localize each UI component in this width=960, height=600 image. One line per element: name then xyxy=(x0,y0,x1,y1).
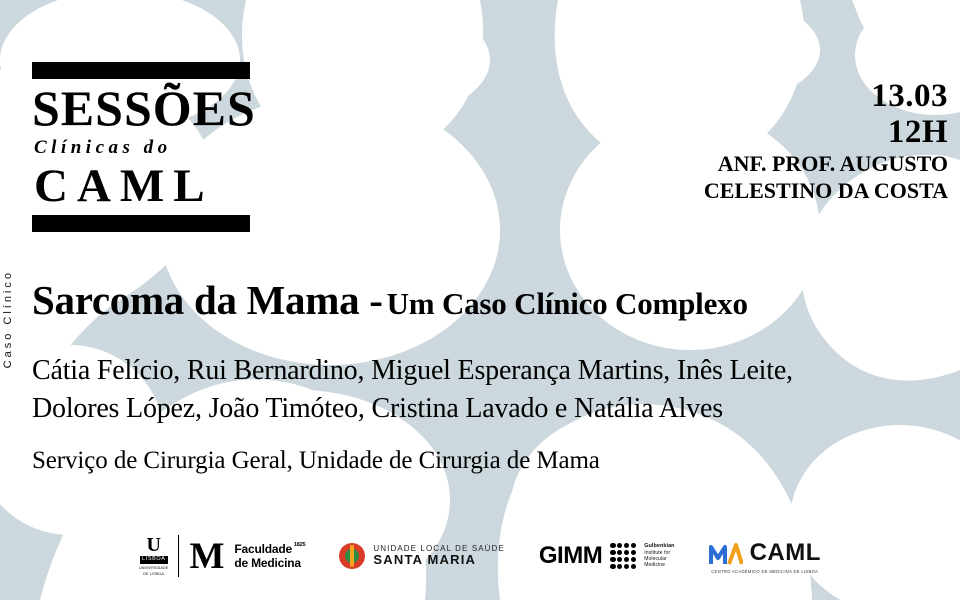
uls-line-1: UNIDADE LOCAL DE SAÚDE xyxy=(373,543,505,553)
faculdade-year: 1825 xyxy=(293,542,306,548)
vertical-category-label: Caso Clínico xyxy=(2,270,14,369)
event-details xyxy=(704,78,948,204)
gulbenkian-line-1: Gulbenkian xyxy=(644,543,675,550)
footer-logo-strip xyxy=(0,524,960,588)
brand-top-bar xyxy=(32,62,250,79)
uls-santa-maria-logo xyxy=(339,543,505,569)
caml-tagline: CENTRO ACADÉMICO DE MEDICINA DE LISBOA xyxy=(711,568,819,574)
session-title-subtitle: Um Caso Clínico Complexo xyxy=(386,286,748,321)
medicina-wordmark xyxy=(234,542,305,570)
ulisboa-wordmark: LISBOA xyxy=(142,556,166,563)
gulbenkian-line-2: Institute for xyxy=(644,549,671,556)
brand-line-caml: CAML xyxy=(34,160,214,212)
ulisboa-u-letter: U xyxy=(146,534,161,557)
session-title-main: Sarcoma da Mama - xyxy=(32,277,383,323)
event-time: 12H xyxy=(887,114,948,150)
ulisboa-medicina-logo xyxy=(139,535,305,577)
session-title xyxy=(32,276,950,324)
authors-line-2: Dolores López, João Timóteo, Cristina Lavado e Natália Alves xyxy=(32,393,723,424)
gulbenkian-institute-wordmark xyxy=(644,543,674,569)
gimm-dot-grid-icon xyxy=(610,543,636,569)
uls-emblem-icon xyxy=(339,543,365,569)
faculdade-word: Faculdade xyxy=(234,542,292,556)
caml-logo-row xyxy=(709,539,821,567)
gimm-wordmark: GIMM xyxy=(538,542,603,569)
event-venue-line-1: ANF. PROF. AUGUSTO xyxy=(717,151,948,176)
ulisboa-sub-line-2: DE LISBOA xyxy=(143,572,165,577)
caml-logo xyxy=(709,539,821,574)
caml-wordmark: CAML xyxy=(749,538,821,566)
logo-divider xyxy=(178,535,179,577)
gulbenkian-line-4: Medicine xyxy=(644,562,666,569)
gimm-logo xyxy=(539,542,675,570)
uls-line-2: SANTA MARIA xyxy=(373,552,477,568)
ulisboa-sub-line-1: UNIVERSIDADE xyxy=(139,565,169,570)
faculdade-line-1 xyxy=(234,542,305,556)
event-venue-line-2: CELESTINO DA COSTA xyxy=(703,178,948,203)
affiliation-text: Serviço de Cirurgia Geral, Unidade de Cirurgia de Mama xyxy=(32,447,600,474)
medicina-m-letter: M xyxy=(189,535,225,577)
authors-line-1: Cátia Felício, Rui Bernardino, Miguel Esperança Martins, Inês Leite, xyxy=(32,355,793,386)
event-date: 13.03 xyxy=(871,78,948,114)
caml-mark-icon xyxy=(709,540,743,566)
ulisboa-mark xyxy=(139,535,168,577)
faculdade-line-2: de Medicina xyxy=(234,556,301,570)
brand-line-sessoes: SESSÕES xyxy=(32,80,256,136)
caml-sessions-logo xyxy=(32,62,262,232)
gulbenkian-line-3: Molecular xyxy=(644,556,667,562)
authors-list xyxy=(32,352,948,428)
brand-bottom-bar xyxy=(32,215,250,232)
uls-wordmark xyxy=(373,544,505,568)
brand-line-clinicas: Clínicas do xyxy=(34,137,172,158)
